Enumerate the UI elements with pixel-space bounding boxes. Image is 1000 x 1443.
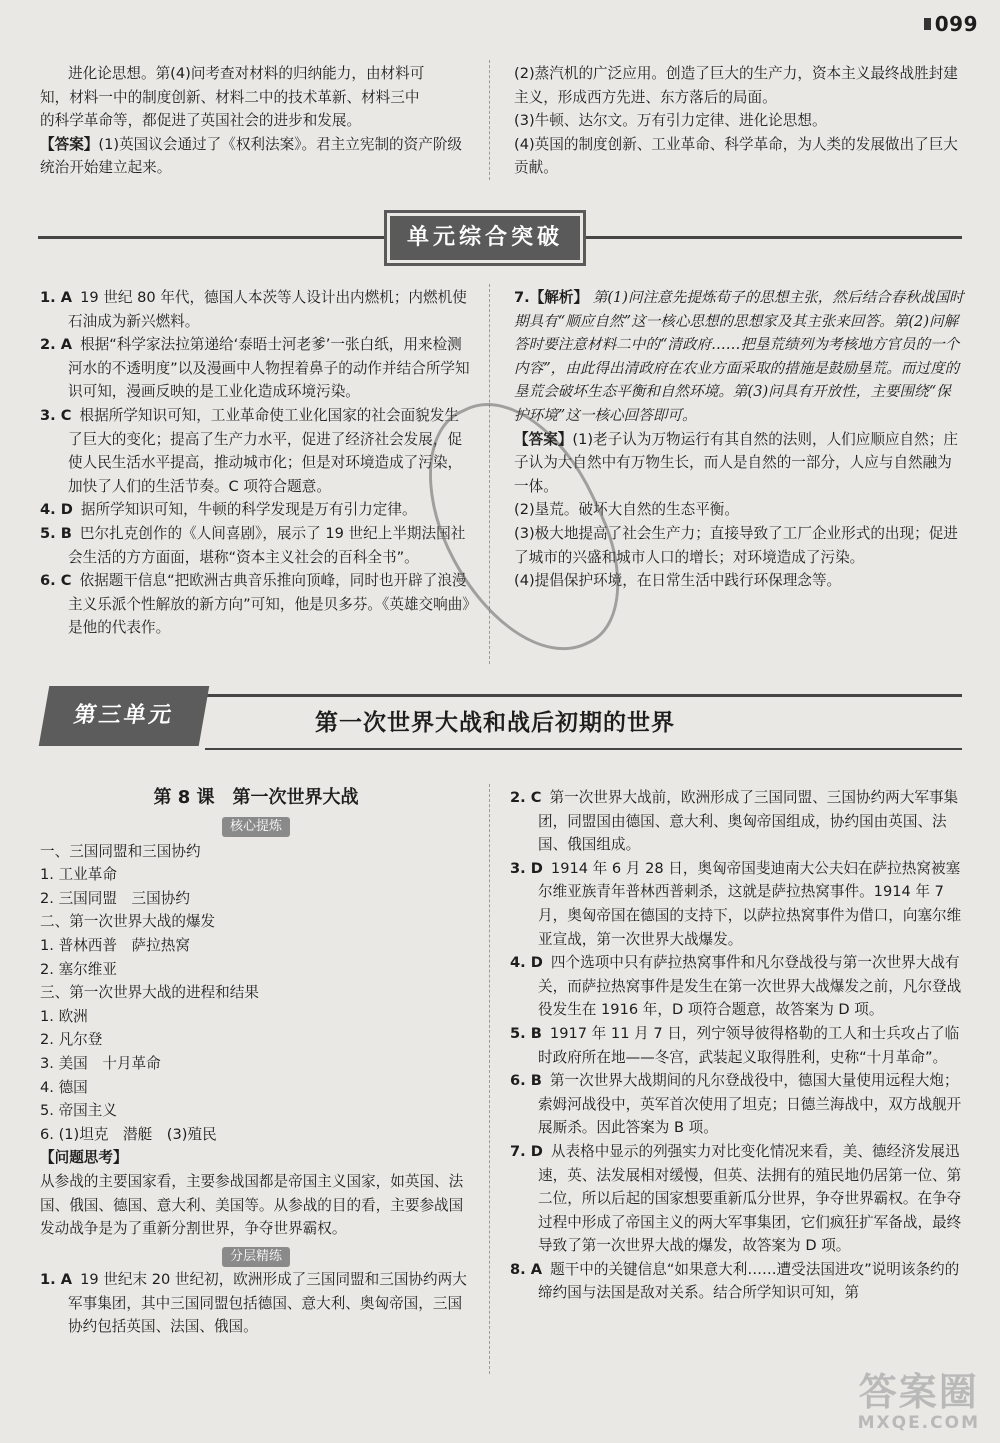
top-left-line: 知，材料一中的制度创新、材料二中的技术革新、材料三中 xyxy=(40,88,420,106)
watermark-url: MXQE.COM xyxy=(857,1413,980,1433)
top-left-column xyxy=(40,62,470,180)
lesson-right-column xyxy=(510,786,964,1305)
lesson-title: 第 8 课 第一次世界大战 xyxy=(153,787,359,808)
unit-heading-rule-bottom xyxy=(205,748,962,750)
outline-line: 3. 美国 十月革命 xyxy=(40,1054,161,1072)
answer-item: 4. D 据所学知识可知，牛顿的科学发现是万有引力定律。 xyxy=(40,501,417,519)
answer-item: 1. A 19 世纪 80 年代，德国人本茨等人设计出内燃机；内燃机使石油成为新兴燃料。 xyxy=(40,289,467,330)
outline-line: 1. 普林西普 萨拉热窝 xyxy=(40,936,190,954)
unit-heading-rule xyxy=(205,694,962,697)
answer-label: 【答案】 xyxy=(40,135,99,153)
unit-label: 第三单元 xyxy=(39,686,210,746)
answer-item: 2. A 根据“科学家法拉第递给‘泰晤士河老爹’一张白纸，用来检测河水的不透明度”以及漫画中人物捏着鼻子的动作并结合所学知识可知，漫画反映的是工业化造成环境污染。 xyxy=(40,336,470,401)
outline-line: 6. (1)坦克 潜艇 (3)殖民 xyxy=(40,1125,217,1143)
answer-item: 8. A 题干中的关键信息“如果意大利……遭受法国进攻”说明该条约的缔约国与法国是敌对关系。结合所学知识可知，第 xyxy=(510,1260,960,1302)
answer-line: (2)垦荒。破坏大自然的生态平衡。 xyxy=(514,501,739,519)
unit-left-column xyxy=(40,286,472,640)
column-divider xyxy=(489,60,490,180)
answer-line: (4)提倡保护环境，在日常生活中践行环保理念等。 xyxy=(514,572,842,590)
answer-item: 6. C 依据题干信息“把欧洲古典音乐推向顶峰，同时也开辟了浪漫主义乐派个性解放的新方向”可知，他是贝多芬。《英雄交响曲》是他的代表作。 xyxy=(40,572,470,637)
tier-label: 分层精练 xyxy=(222,1247,290,1267)
watermark xyxy=(858,1371,980,1433)
section-banner: 单元综合突破 xyxy=(390,216,580,260)
top-left-line: 进化论思想。第(4)问考查对材料的归纳能力，由材料可 xyxy=(68,65,425,82)
outline-line: 2. 三国同盟 三国协约 xyxy=(40,889,190,907)
answer-line: (3)极大地提高了社会生产力；直接导致了工厂企业形式的出现；促进了城市的兴盛和城市人口的增长；对环境造成了污染。 xyxy=(514,524,958,566)
top-right-item: (4)英国的制度创新、工业革命、科学革命，为人类的发展做出了巨大贡献。 xyxy=(514,135,958,177)
unit-title: 第一次世界大战和战后初期的世界 xyxy=(315,710,675,736)
page-marker-icon xyxy=(924,18,931,30)
outline-line: 1. 欧洲 xyxy=(40,1007,88,1025)
outline-line: 1. 工业革命 xyxy=(40,866,117,884)
top-right-item: (2)蒸汽机的广泛应用。创造了巨大的生产力，资本主义最终战胜封建主义，形成西方先进、东方落后的局面。 xyxy=(514,65,958,106)
outline-line: 2. 塞尔维亚 xyxy=(40,960,117,978)
answer-label: 【答案】 xyxy=(514,430,573,448)
top-right-item: (3)牛顿、达尔文。万有引力定律、进化论思想。 xyxy=(514,112,827,130)
analysis-label: 7.【解析】 xyxy=(514,289,589,306)
answer-item: 5. B 1917 年 11 月 7 日，列宁领导彼得格勒的工人和士兵攻占了临时政府所在地——冬宫，武装起义取得胜利，史称“十月革命”。 xyxy=(510,1024,960,1066)
outline-line: 三、第一次世界大战的进程和结果 xyxy=(40,984,259,1002)
top-answer-text: (1)英国议会通过了《权利法案》。君主立宪制的资产阶级统治开始建立起来。 xyxy=(40,135,463,177)
analysis-text: 第(1)问注意先提炼荀子的思想主张，然后结合春秋战国时期具有“顺应自然”这一核心思想的思想家及其主张来回答。第(2)问解答时要注意材料二中的“清政府……把垦荒绩列为考核地方官员的一个内容”，由此得出清政府在农业方面采取的措施是鼓励垦荒。而过度的垦荒会破坏生态平衡和自然环境。第(3)问具有开放性，主要围绕“保护环境”这一核心回答即可。 xyxy=(514,289,964,424)
watermark-logo: 答案圈 xyxy=(858,1370,979,1414)
answer-item: 3. C 根据所学知识可知，工业革命使工业化国家的社会面貌发生了巨大的变化；提高了生产力水平，促进了经济社会发展，促使人民生活水平提高，推动城市化；但是对环境造成了污染，加快了人们的生活节奏。C 项符合题意。 xyxy=(40,406,463,495)
question-label: 【问题思考】 xyxy=(40,1149,128,1167)
column-divider xyxy=(489,784,490,1374)
question-text: 从参战的主要国家看，主要参战国都是帝国主义国家，如英国、法国、俄国、德国、意大利、美国等。从参战的目的看，主要参战国发动战争是为了重新分割世界，争夺世界霸权。 xyxy=(40,1172,464,1238)
outline-line: 一、三国同盟和三国协约 xyxy=(40,842,201,860)
top-left-line: 的科学革命等，都促进了英国社会的进步和发展。 xyxy=(40,112,362,130)
outline-line: 2. 凡尔登 xyxy=(40,1031,103,1049)
outline-line: 4. 德国 xyxy=(40,1078,88,1096)
answer-item: 7. D 从表格中显示的列强实力对比变化情况来看，美、德经济发展迅速，英、法发展相对缓慢，但英、法拥有的殖民地仍居第一位、第二位，所以后起的国家想要重新瓜分世界，争夺世界霸权。在争夺过程中形成了帝国主义的两大军事集团，它们疯狂扩军备战，最终导致了第一次世界大战的爆发，故答案为 D 项。 xyxy=(510,1142,962,1255)
page-number: 099 xyxy=(924,12,978,36)
lesson-left-column xyxy=(40,784,472,1339)
answer-item: 5. B 巴尔扎克创作的《人间喜剧》，展示了 19 世纪上半期法国社会生活的方方面面，堪称“资本主义社会的百科全书”。 xyxy=(40,524,466,566)
top-right-column xyxy=(514,62,964,180)
answer-item: 6. B 第一次世界大战期间的凡尔登战役中，德国大量使用远程大炮；索姆河战役中，英军首次使用了坦克；日德兰海战中，双方战舰开展厮杀。因此答案为 B 项。 xyxy=(510,1072,962,1137)
answer-item: 3. D 1914 年 6 月 28 日，奥匈帝国斐迪南大公夫妇在萨拉热窝被塞尔维亚族青年普林西普刺杀，这就是萨拉热窝事件。1914 年 7 月，奥匈帝国在德国的支持下，以萨拉热窝事件为借口，向塞尔维亚宣战，第一次世界大战爆发。 xyxy=(510,859,962,948)
answer-item: 2. C 第一次世界大战前，欧洲形成了三国同盟、三国协约两大军事集团，同盟国由德国、意大利、奥匈帝国组成，协约国由英国、法国、俄国组成。 xyxy=(510,789,959,854)
outline-line: 二、第一次世界大战的爆发 xyxy=(40,913,216,931)
answer-item: 4. D 四个选项中只有萨拉热窝事件和凡尔登战役与第一次世界大战有关，而萨拉热窝事件是发生在第一次世界大战爆发之前，凡尔登战役发生在 1916 年，D 项符合题意，故答案为 D 项。 xyxy=(510,954,962,1019)
core-label: 核心提炼 xyxy=(222,817,290,837)
answer-item: 1. A 19 世纪末 20 世纪初，欧洲形成了三国同盟和三国协约两大军事集团，其中三国同盟包括德国、意大利、奥匈帝国，三国协约包括英国、法国、俄国。 xyxy=(40,1271,467,1336)
outline-line: 5. 帝国主义 xyxy=(40,1102,117,1120)
unit-right-column: 7.【解析】 第(1)问注意先提炼荀子的思想主张，然后结合春秋战国时期具有“顺应自然”这一核心思想的思想家及其主张来回答。第(2)问解答时要注意材料二中的“清政府……把垦荒绩列为考核地方官员的一个内容”，由此得出清政府在农业方面采取的措施是鼓励垦荒。而过度的垦荒会破坏生态平衡和自然环境。第(3)问具有开放性，主要围绕“保护环境”这一核心回答即可。 【答案】(1)老子认为万物运行有其自然的法则，人们应顺应自然；庄子认为大自然中有万物生长，而人是自然的一部分，人应与自然融为一体。 (2)垦荒。破坏大自然的生态平衡。 (3)极大地提高了社会生产力；直接导致了工厂企业形式的出现；促进了城市的兴盛和城市人口的增长；对环境造成了污染。 (4)提倡保护环境，在日常生活中践行环保理念等。 xyxy=(514,286,964,593)
